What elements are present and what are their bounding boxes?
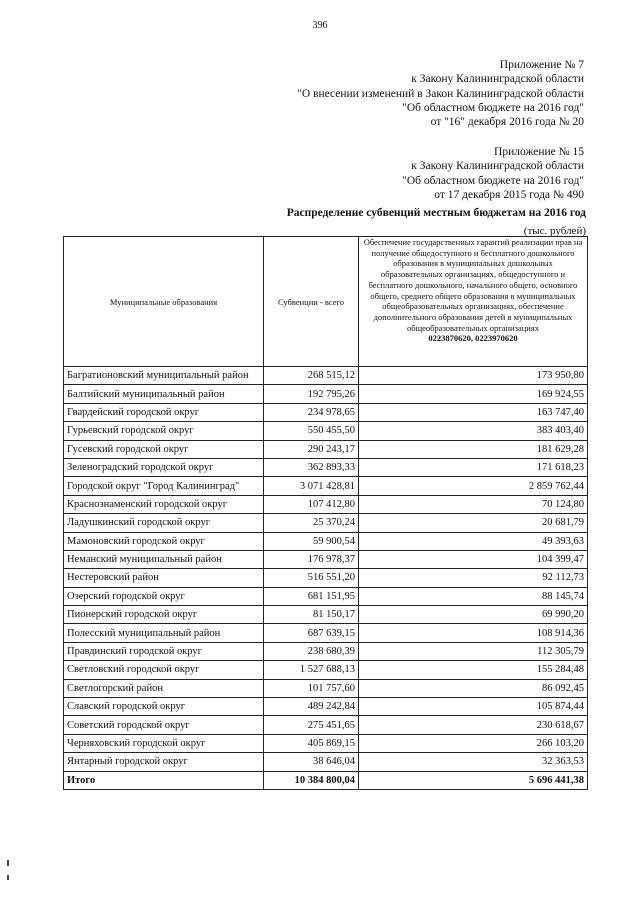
header-total: Субвенции - всего — [264, 237, 359, 367]
guarantees-value: 70 124,80 — [359, 495, 588, 513]
subventions-total: 101 757,60 — [264, 679, 359, 697]
guarantees-value: 266 103,20 — [359, 734, 588, 752]
appendix-line: Приложение № 7 — [499, 59, 584, 71]
appendix-line: "Об областном бюджете на 2016 год" — [402, 101, 584, 114]
municipality-name: Гурьевский городской округ — [64, 422, 264, 440]
subventions-total: 107 412,80 — [264, 495, 359, 513]
scan-margin-mark — [7, 860, 9, 866]
table-row — [64, 532, 588, 550]
table-row — [64, 440, 588, 458]
page-number: 396 — [312, 20, 328, 31]
guarantees-value: 92 112,73 — [359, 569, 588, 587]
municipality-name: Балтийский муниципальный район — [64, 385, 264, 403]
guarantees-value: 163 747,40 — [359, 403, 588, 421]
municipality-name: Городской округ "Город Калининград" — [64, 477, 264, 495]
total-guarantees: 5 696 441,38 — [359, 771, 588, 789]
table-row — [64, 753, 588, 771]
table-row — [64, 403, 588, 421]
subventions-total: 238 680,39 — [264, 642, 359, 660]
subventions-total: 234 978,65 — [264, 403, 359, 421]
appendix-line: Приложение № 15 — [494, 146, 584, 158]
subventions-table — [63, 236, 588, 790]
guarantees-value: 155 284,48 — [359, 661, 588, 679]
subventions-total: 489 242,84 — [264, 698, 359, 716]
table-row — [64, 569, 588, 587]
table-row — [64, 385, 588, 403]
header-description-text: Обеспечение государственных гарантий реализации прав на получение общедоступного и бесплатного дошкольного образования в муниципальных дошкольных образовательных организациях, общедоступного и бесплатного дошкольного, начального общего, основного общего, среднего общего образования в муниципальных общеобразовательных организациях, обеспечение дополнительного образования детей в муниципальных общеобразовательных организациях — [363, 237, 583, 333]
guarantees-value: 230 618,67 — [359, 716, 588, 734]
table-row — [64, 661, 588, 679]
guarantees-value: 105 874,44 — [359, 698, 588, 716]
guarantees-value: 171 618,23 — [359, 458, 588, 476]
municipality-name: Багратионовский муниципальный район — [64, 367, 264, 385]
units-label: (тыс. рублей) — [523, 225, 586, 237]
subventions-total: 38 646,04 — [264, 753, 359, 771]
table-row — [64, 679, 588, 697]
guarantees-value: 86 092,45 — [359, 679, 588, 697]
subventions-total: 176 978,37 — [264, 550, 359, 568]
subventions-total: 25 370,24 — [264, 514, 359, 532]
subventions-total: 275 451,65 — [264, 716, 359, 734]
subventions-total: 59 900,54 — [264, 532, 359, 550]
subventions-total: 81 150,17 — [264, 606, 359, 624]
guarantees-value: 173 950,80 — [359, 367, 588, 385]
subventions-total: 3 071 428,81 — [264, 477, 359, 495]
subventions-total: 268 515,12 — [264, 367, 359, 385]
subventions-total: 362 893,33 — [264, 458, 359, 476]
table-row — [64, 624, 588, 642]
guarantees-value: 181 629,28 — [359, 440, 588, 458]
table-row — [64, 367, 588, 385]
municipality-name: Янтарный городской округ — [64, 753, 264, 771]
municipality-name: Славский городской округ — [64, 698, 264, 716]
guarantees-value: 104 399,47 — [359, 550, 588, 568]
guarantees-value: 2 859 762,44 — [359, 477, 588, 495]
table-row — [64, 514, 588, 532]
table-row — [64, 642, 588, 660]
appendix-7-header — [297, 58, 584, 129]
appendix-line: к Закону Калининградской области — [411, 160, 584, 173]
municipality-name: Светлогорский район — [64, 679, 264, 697]
subventions-total: 1 527 688,13 — [264, 661, 359, 679]
municipality-name: Зеленоградский городской округ — [64, 458, 264, 476]
municipality-name: Нестеровский район — [64, 569, 264, 587]
table-row — [64, 422, 588, 440]
municipality-name: Светловский городской округ — [64, 661, 264, 679]
subventions-total: 192 795,26 — [264, 385, 359, 403]
municipality-name: Ладушкинский городской округ — [64, 514, 264, 532]
municipality-name: Краснознаменский городской округ — [64, 495, 264, 513]
table-row — [64, 716, 588, 734]
municipality-name: Озерский городской округ — [64, 587, 264, 605]
table-row — [64, 698, 588, 716]
municipality-name: Мамоновский городской округ — [64, 532, 264, 550]
total-subventions: 10 384 800,04 — [264, 771, 359, 789]
header-description — [359, 237, 588, 367]
table-header-row — [64, 237, 588, 367]
guarantees-value: 88 145,74 — [359, 587, 588, 605]
guarantees-value: 169 924,55 — [359, 385, 588, 403]
subventions-total: 290 243,17 — [264, 440, 359, 458]
guarantees-value: 108 914,36 — [359, 624, 588, 642]
guarantees-value: 20 681,79 — [359, 514, 588, 532]
header-codes: 0223870620, 0223970620 — [428, 333, 518, 344]
guarantees-value: 112 305,79 — [359, 642, 588, 660]
table-row — [64, 495, 588, 513]
guarantees-value: 383 403,40 — [359, 422, 588, 440]
municipality-name: Полесский муниципальный район — [64, 624, 264, 642]
table-row — [64, 587, 588, 605]
table-row — [64, 458, 588, 476]
municipality-name: Неманский муниципальный район — [64, 550, 264, 568]
appendix-line: от 17 декабря 2015 года № 490 — [434, 188, 584, 201]
table-row — [64, 477, 588, 495]
municipality-name: Советский городской округ — [64, 716, 264, 734]
municipality-name: Гусевский городской округ — [64, 440, 264, 458]
guarantees-value: 49 393,63 — [359, 532, 588, 550]
municipality-name: Пионерский городской округ — [64, 606, 264, 624]
municipality-name: Черняховский городской округ — [64, 734, 264, 752]
scan-margin-mark — [7, 875, 9, 880]
municipality-name: Правдинский городской округ — [64, 642, 264, 660]
appendix-line: от "16" декабря 2016 года № 20 — [430, 116, 584, 129]
subventions-total: 681 151,95 — [264, 587, 359, 605]
appendix-line: "О внесении изменений в Закон Калининградской области — [297, 87, 584, 100]
appendix-line: к Закону Калининградской области — [411, 73, 584, 86]
subventions-total: 550 455,50 — [264, 422, 359, 440]
municipality-name: Гвардейский городской округ — [64, 403, 264, 421]
table-row — [64, 606, 588, 624]
guarantees-value: 32 363,53 — [359, 753, 588, 771]
header-municipality: Муниципальные образования — [64, 237, 264, 367]
appendix-line: "Об областном бюджете на 2016 год" — [402, 174, 584, 187]
total-label: Итого — [64, 771, 264, 789]
subventions-total: 516 551,20 — [264, 569, 359, 587]
table-row — [64, 550, 588, 568]
table-row — [64, 734, 588, 752]
document-title: Распределение субвенций местным бюджетам на 2016 год — [286, 207, 586, 219]
subventions-total: 405 869,15 — [264, 734, 359, 752]
appendix-15-header — [402, 145, 584, 202]
total-row — [64, 771, 588, 789]
guarantees-value: 69 990,20 — [359, 606, 588, 624]
subventions-total: 687 639,15 — [264, 624, 359, 642]
